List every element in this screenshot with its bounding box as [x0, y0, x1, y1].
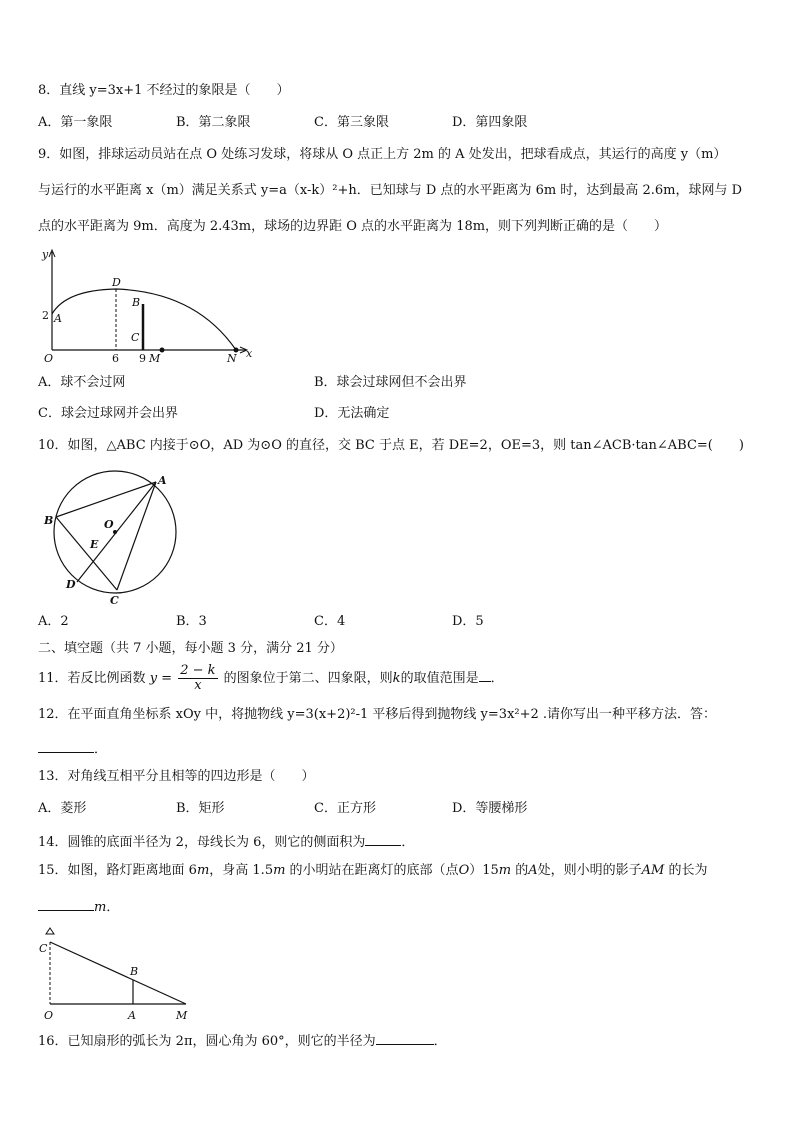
q9-label-n: N	[227, 352, 237, 365]
q15-unit-m1: m	[196, 863, 210, 878]
q8-stem: 8．直线 y=3x+1 不经过的象限是（ ）	[38, 83, 290, 98]
q8-option-a: A．第一象限	[38, 115, 113, 130]
q10-stem: 10．如图，△ABC 内接于⊙O，AD 为⊙O 的直径，交 BC 于点 E，若 DE=2，OE=3，则 tan∠ACB·tan∠ABC=( )	[38, 438, 744, 453]
q9-figure	[38, 244, 258, 366]
q13-option-d: D．等腰梯形	[452, 801, 528, 816]
q13-option-c: C．正方形	[314, 801, 376, 816]
q15-text-7: 的长为	[664, 863, 708, 878]
q11-denominator: x	[194, 678, 202, 693]
q11-numerator: 2 − k	[180, 663, 216, 678]
q9-label-2: 2	[42, 309, 49, 322]
q10-label-c: C	[110, 594, 119, 607]
q10-option-d: D．5	[452, 614, 484, 629]
q15-text-3: 的小明站在距离灯的底部（点	[285, 863, 459, 878]
q10-option-b: B．3	[176, 614, 207, 629]
q15-unit-m3: m	[498, 863, 512, 878]
q15-segment-am: AM	[641, 863, 665, 878]
q13-option-b: B．矩形	[176, 801, 225, 816]
q9-stem-line3: 点的水平距离为 9m．高度为 2.43m，球场的边界距 O 点的水平距离为 18m，则下列判断正确的是（ ）	[38, 219, 668, 234]
q13-option-a: A．菱形	[38, 801, 87, 816]
q11-y-eq: y =	[149, 671, 173, 686]
q10-side-ac	[117, 482, 156, 590]
q9-label-y: y	[42, 248, 49, 261]
q10-label-a: A	[158, 474, 167, 487]
q16-end: ．	[433, 1034, 447, 1049]
q10-option-a: A．2	[38, 614, 69, 629]
q12-answer-line	[38, 738, 107, 759]
q15-answer-unit: m	[94, 900, 107, 915]
q9-label-a: A	[54, 312, 62, 325]
q10-figure	[38, 470, 188, 610]
q14-stem: 14．圆锥的底面半径为 2，母线长为 6，则它的侧面积为	[38, 835, 366, 850]
q15-text-5: 的	[511, 863, 529, 878]
q14-stem-line	[38, 831, 414, 852]
q11-var-k: k	[392, 671, 401, 686]
q15-text-6: 处，则小明的影子	[537, 863, 642, 878]
q9-label-9: 9	[139, 352, 146, 365]
q15-end: ．	[106, 900, 120, 915]
q11-suffix-b: 的取值范围是	[400, 671, 479, 686]
q11-end: ．	[490, 671, 504, 686]
q10-center-o	[113, 530, 117, 534]
q9-label-x: x	[246, 347, 253, 360]
q11-suffix-a: 的图象位于第二、四象限，则	[223, 671, 393, 686]
q12-stem: 12．在平面直角坐标系 xOy 中，将抛物线 y=3(x+2)²-1 平移后得到抛物线 y=3x²+2 .请你写出一种平移方法．答：	[38, 707, 717, 722]
q9-option-c: C．球会过球网并会出界	[38, 406, 178, 421]
q15-stem	[38, 862, 708, 880]
q15-text-2: ，身高 1.5	[209, 863, 274, 878]
q11-answer-blank[interactable]	[479, 667, 491, 682]
q15-figure	[36, 924, 196, 1024]
q10-side-ab	[56, 482, 156, 517]
q10-label-o: O	[104, 518, 114, 531]
q9-option-d: D．无法确定	[314, 406, 390, 421]
q15-answer-blank[interactable]	[38, 896, 94, 911]
q15-text-1: 15．如图，路灯距离地面 6	[38, 863, 197, 878]
q15-unit-m2: m	[273, 863, 286, 878]
q9-option-a: A．球不会过网	[38, 375, 126, 390]
q9-label-m: M	[149, 352, 161, 365]
q16-stem-line	[38, 1030, 447, 1051]
q15-text-4: ）15	[469, 863, 499, 878]
section2-title: 二、填空题（共 7 小题，每小题 3 分，满分 21 分）	[38, 641, 343, 656]
q9-label-b: B	[132, 296, 141, 309]
q9-stem-line2: 与运行的水平距离 x（m）满足关系式 y=a（x-k）²+h．已知球与 D 点的水平距离为 6m 时，达到最高 2.6m，球网与 D	[38, 183, 743, 198]
q15-label-b: B	[130, 965, 139, 978]
q9-label-6: 6	[112, 352, 119, 365]
q9-label-d: D	[112, 276, 121, 289]
q16-answer-blank[interactable]	[376, 1030, 434, 1045]
q9-option-b: B．球会过球网但不会出界	[314, 375, 467, 390]
q15-point-a: A	[528, 863, 538, 878]
q10-label-b: B	[44, 514, 54, 527]
q12-answer-blank[interactable]	[38, 738, 94, 753]
q15-label-m: M	[176, 1009, 188, 1022]
q12-end: ．	[94, 742, 108, 757]
q9-label-c: C	[131, 331, 140, 344]
q13-stem: 13．对角线互相平分且相等的四边形是（ ）	[38, 769, 315, 784]
q15-answer-line	[38, 896, 119, 917]
q15-point-o: O	[458, 863, 470, 878]
q10-label-d: D	[66, 578, 76, 591]
q8-option-b: B．第二象限	[176, 115, 251, 130]
q15-light-ray-cm	[50, 942, 186, 1004]
q14-end: ．	[401, 835, 415, 850]
q15-label-a: A	[128, 1009, 136, 1022]
q8-option-d: D．第四象限	[452, 115, 528, 130]
q11-prefix: 11．若反比例函数	[38, 671, 146, 686]
q16-stem: 16．已知扇形的弧长为 2π，圆心角为 60°，则它的半径为	[38, 1034, 376, 1049]
q10-option-c: C．4	[314, 614, 346, 629]
q9-stem-line1: 9．如图，排球运动员站在点 O 处练习发球，将球从 O 点正上方 2m 的 A 处发出，把球看成点，其运行的高度 y（m）	[38, 147, 727, 162]
q15-label-o: O	[44, 1009, 54, 1022]
q9-label-o: O	[44, 352, 54, 365]
q10-label-e: E	[90, 538, 99, 551]
q15-label-c: C	[39, 942, 48, 955]
q11-fraction	[178, 664, 217, 693]
lamp-icon	[46, 928, 54, 934]
q11-stem	[38, 662, 504, 696]
q14-answer-blank[interactable]	[365, 831, 401, 846]
q8-option-c: C．第三象限	[314, 115, 389, 130]
